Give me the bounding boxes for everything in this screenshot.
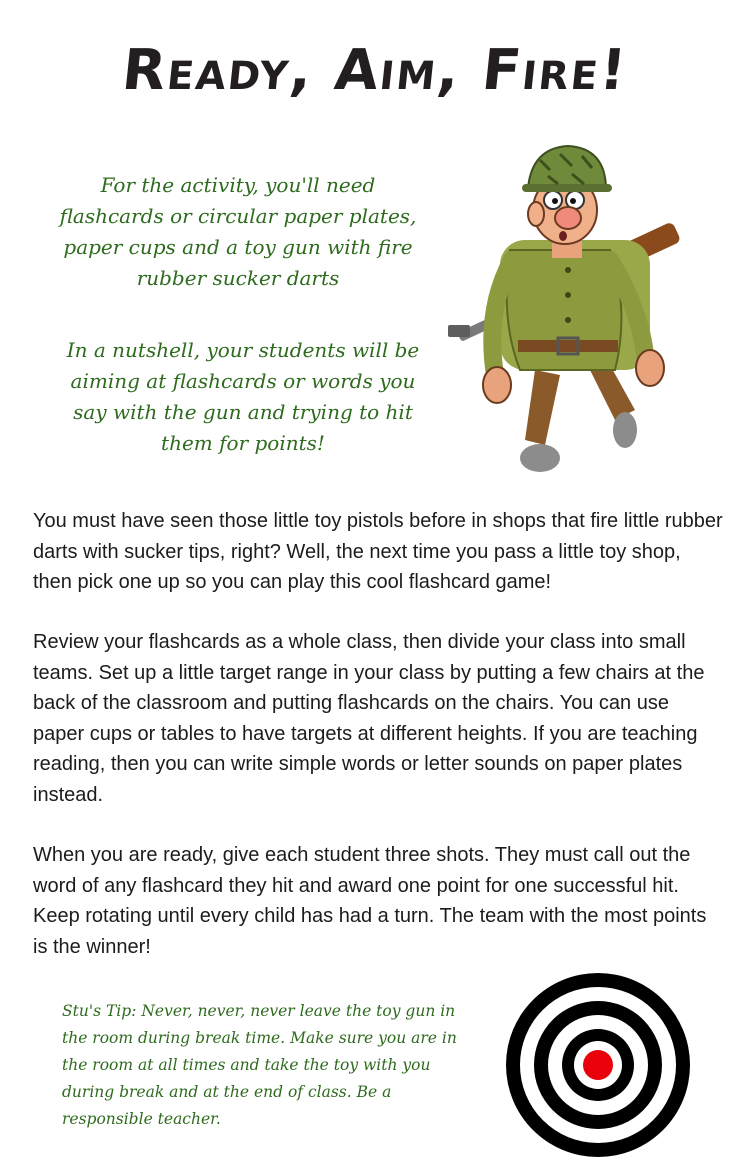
page-title: Ready, Aim, Fire! [119,38,631,103]
bullseye-target-icon [505,972,691,1158]
paragraph-2: Review your flashcards as a whole class, then divide your class into small teams. Set up a little target range in your class by putting a few chairs at the back of the classroom and putting flashcards on the chairs. You can use paper cups or tables to have targets at different heights. If you are teaching reading, then you can write simple words or letter sounds on paper plates instead. [33,631,705,806]
paragraph-1: You must have seen those little toy pistols before in shops that fire little rubber darts with sucker tips, right? Well, the next time you pass a little toy shop, then pick one up so you can play this cool flashcard game! [33,510,723,593]
paragraph-3: When you are ready, give each student three shots. They must call out the word of any flashcard they hit and award one point for one successful hit. Keep rotating until every child has had a turn. The team with the most points is the winner! [33,844,707,958]
intro-summary-text: In a nutshell, your students will be aiming at flashcards or words you say with the gun and trying to hit them for points! [66,338,420,455]
stus-tip-text: Stu's Tip: Never, never, never leave the toy gun in the room during break time. Make sure you are in the room at all times and take the toy with you during break and at the end of class. Be a responsible teacher. [62,1002,457,1128]
soldier-illustration [440,140,700,490]
intro-materials-text: For the activity, you'll need flashcards or circular paper plates, paper cups and a toy gun with fire rubber sucker darts [59,173,417,290]
